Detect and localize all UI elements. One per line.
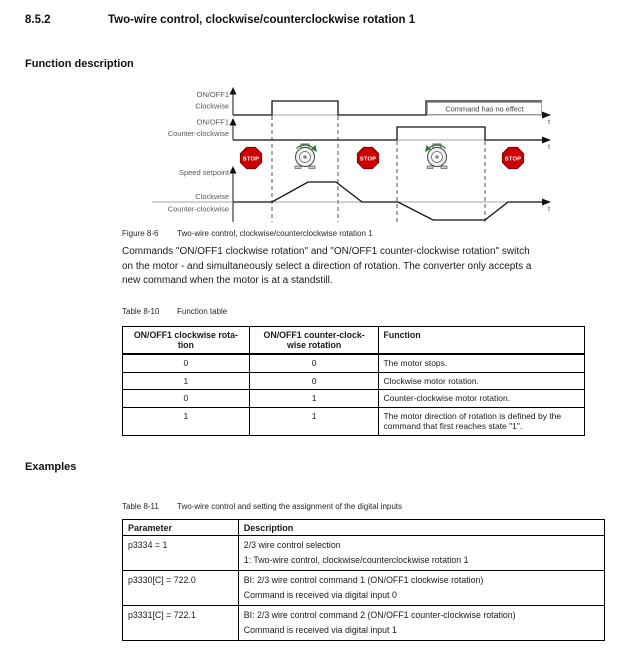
heading-function-description: Function description — [25, 58, 134, 70]
signal2-label-line2: Counter-clockwise — [167, 129, 229, 138]
column-header-function: Function — [379, 327, 585, 355]
column-header-description: Description — [238, 520, 604, 536]
cell-description: BI: 2/3 wire control command 1 (ON/OFF1 clockwise rotation) Command is received via digital input 0 — [238, 571, 604, 606]
heading-examples: Examples — [25, 461, 77, 473]
cell-cw: 1 — [123, 407, 250, 435]
speed-counterclockwise-label: Counter-clockwise — [167, 204, 229, 214]
column-header-parameter: Parameter — [123, 520, 239, 536]
cell-cw: 0 — [123, 354, 250, 372]
cell-ccw: 1 — [249, 407, 379, 435]
table-row — [123, 571, 605, 606]
figure-caption-text: Two-wire control, clockwise/counterclockwise rotation 1 — [177, 229, 373, 238]
timing-diagram-figure — [118, 85, 568, 229]
cell-ccw: 0 — [249, 354, 379, 372]
table-row — [123, 372, 585, 390]
table-row — [123, 390, 585, 408]
figure-caption-label: Figure 8-6 — [122, 229, 159, 238]
cell-cw: 0 — [123, 390, 250, 408]
cell-parameter: p3331[C] = 722.1 — [123, 606, 239, 641]
table-header-row — [123, 327, 585, 355]
svg-text:STOP: STOP — [504, 156, 522, 163]
paragraph-line: new command when the motor is at a standstill. — [122, 275, 333, 286]
cell-function: The motor direction of rotation is defined by the command that first reaches state "1". — [379, 407, 585, 435]
column-header-cw: ON/OFF1 clockwise rota- tion — [123, 327, 250, 355]
svg-text:STOP: STOP — [242, 156, 260, 163]
signal1-axis-arrow-icon — [230, 87, 237, 95]
signal2-axis-arrow-icon — [230, 118, 237, 126]
cell-ccw: 1 — [249, 390, 379, 408]
cell-cw: 1 — [123, 372, 250, 390]
stop-sign-icon-1 — [240, 147, 261, 168]
signal1-label-line1: ON/OFF1 — [196, 90, 229, 99]
paragraph-line: on the motor - and simultaneously select a direction of rotation. The converter only accepts a — [122, 260, 532, 272]
table-header-row — [123, 520, 605, 536]
cell-parameter: p3334 = 1 — [123, 536, 239, 571]
table1-caption-text: Function table — [177, 307, 228, 316]
motor-clockwise-icon — [295, 144, 317, 169]
cell-function: Clockwise motor rotation. — [379, 372, 585, 390]
function-table — [122, 326, 585, 436]
section-number: 8.5.2 — [25, 14, 51, 26]
speed-setpoint-trace — [233, 182, 542, 220]
cell-description: 2/3 wire control selection 1: Two-wire control, clockwise/counterclockwise rotation 1 — [238, 536, 604, 571]
table-row — [123, 606, 605, 641]
table1-caption-label: Table 8-10 — [122, 307, 160, 316]
table2-caption-label: Table 8-11 — [122, 502, 159, 511]
table-row — [123, 536, 605, 571]
body-paragraph — [122, 245, 531, 289]
motor-counterclockwise-icon — [425, 144, 447, 169]
cell-parameter: p3330[C] = 722.0 — [123, 571, 239, 606]
speed-time-label: t — [548, 204, 551, 213]
cell-function: Counter-clockwise motor rotation. — [379, 390, 585, 408]
speed-setpoint-label: Speed setpoint — [178, 168, 229, 177]
paragraph-line: Commands "ON/OFF1 clockwise rotation" and "ON/OFF1 counter-clockwise rotation" switch — [122, 246, 530, 257]
cell-description: BI: 2/3 wire control command 2 (ON/OFF1 counter-clockwise rotation) Command is received via digital input 1 — [238, 606, 604, 641]
speed-axis-arrow-icon — [230, 166, 237, 174]
stop-sign-icon-2 — [357, 147, 378, 168]
table-row — [123, 354, 585, 372]
svg-text:STOP: STOP — [359, 156, 377, 163]
signal2-label-line1: ON/OFF1 — [196, 117, 229, 127]
signal1-label-line2: Clockwise — [195, 101, 229, 111]
no-effect-annotation-text: Command has no effect — [445, 104, 524, 114]
cell-function: The motor stops. — [379, 354, 585, 372]
signal1-time-label: t — [548, 117, 551, 126]
signal2-waveform — [233, 127, 542, 140]
parameter-table — [122, 519, 605, 641]
stop-sign-icon-3 — [502, 147, 523, 168]
signal2-time-label: t — [548, 142, 551, 151]
table-row — [123, 407, 585, 435]
cell-ccw: 0 — [249, 372, 379, 390]
column-header-ccw: ON/OFF1 counter-clock- wise rotation — [249, 327, 379, 355]
page-title: Two-wire control, clockwise/counterclockwise rotation 1 — [108, 14, 416, 26]
speed-clockwise-label: Clockwise — [195, 192, 229, 201]
table2-caption-text: Two-wire control and setting the assignment of the digital inputs — [177, 502, 403, 511]
